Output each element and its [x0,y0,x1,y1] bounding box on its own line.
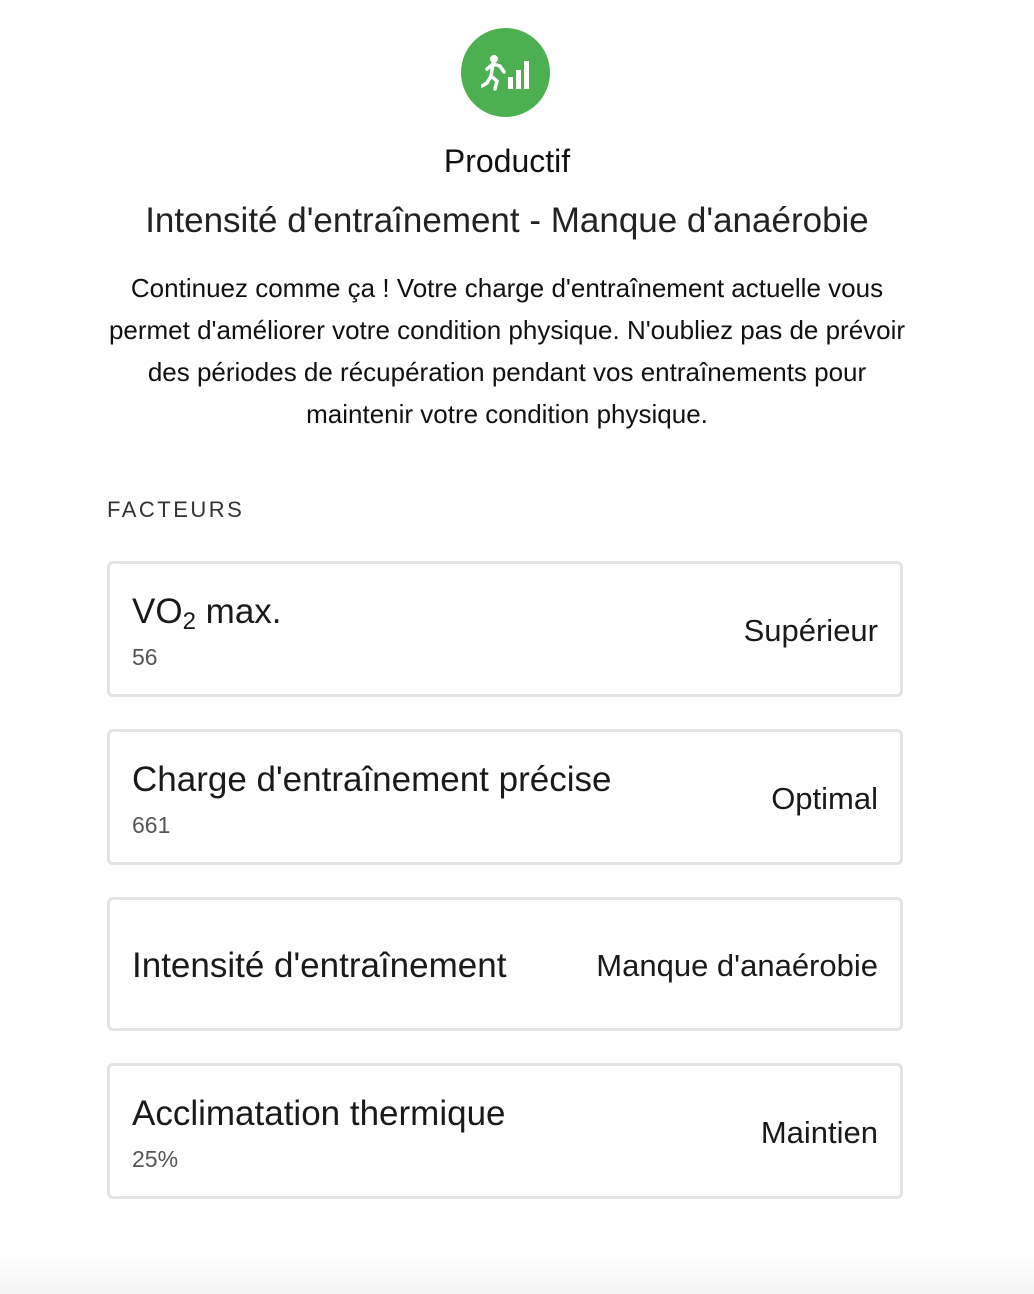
bottom-shade [0,1254,1034,1294]
factor-value: 56 [132,644,158,670]
running-chart-icon [481,53,531,93]
factor-rating: Optimal [771,781,878,816]
training-status-title: Productif [443,143,571,179]
factor-card-heat-acclimation[interactable] [107,1063,903,1199]
training-status-subtitle: Intensité d'entraînement - Manque d'anaérobie [145,201,869,240]
factor-name: $VO_2$ max. [132,592,282,635]
factor-name: Acclimatation thermique [132,1094,506,1133]
factor-rating: Manque d'anaérobie [596,948,878,983]
factors-section-label: FACTEURS [107,497,245,522]
factor-rating: Supérieur [743,613,878,648]
factor-card-training-load[interactable] [107,729,903,865]
factor-card-vo2max[interactable] [107,561,903,697]
factor-card-training-intensity[interactable] [107,897,903,1031]
factor-name: Intensité d'entraînement [132,946,507,985]
factor-value: 661 [132,812,171,838]
factor-name: Charge d'entraînement précise [132,760,612,799]
factor-rating: Maintien [760,1115,878,1150]
factor-value: 25% [132,1146,179,1172]
training-status-description: Continuez comme ça ! Votre charge d'entraînement actuelle vous permet d'améliorer votre condition physique. N'oubliez pas de prévoir des périodes de récupération pendant vos entraînements pour maintenir votre condition physique. [108,273,906,429]
training-status-icon [461,28,550,117]
